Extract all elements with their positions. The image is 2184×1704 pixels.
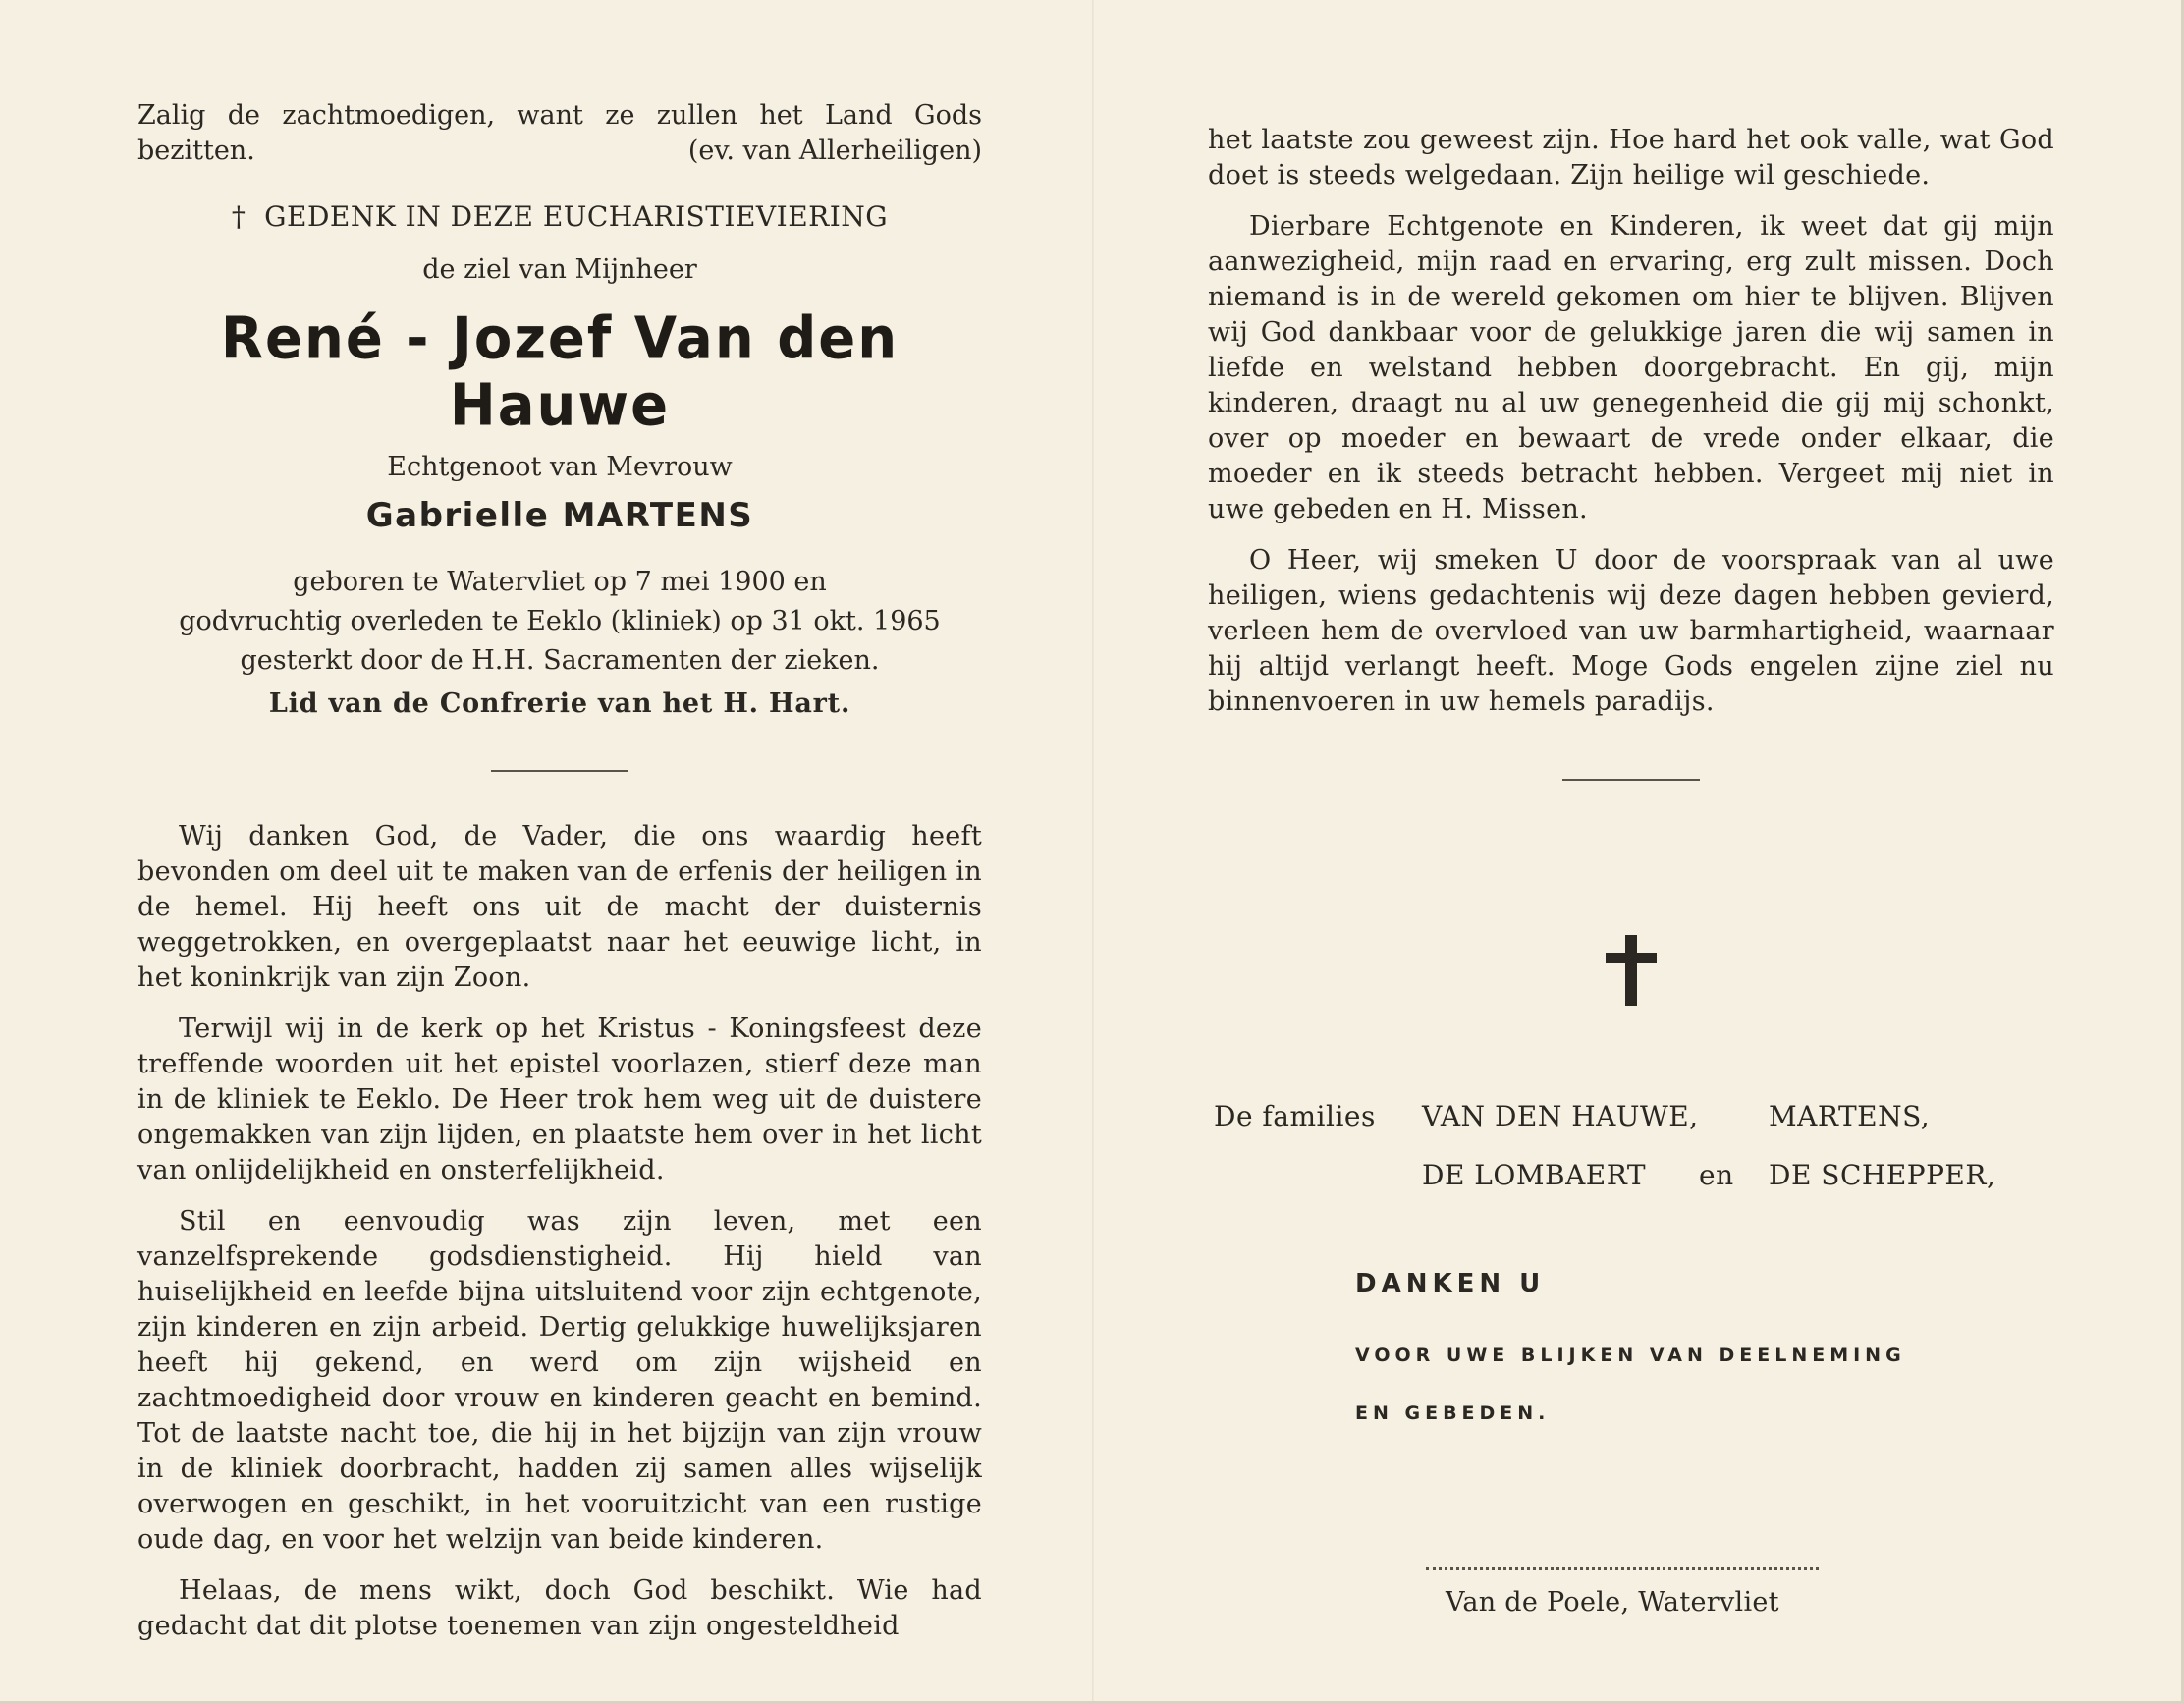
family-name: VAN DEN HAUWE,	[1422, 1100, 1699, 1132]
family-and: en	[1699, 1159, 1734, 1191]
paragraph: Terwijl wij in de kerk op het Kristus - Koningsfeest deze treffende woorden uit het epistel voorlazen, stierf deze man in de kliniek te Eeklo. De Heer trok hem weg uit de duistere ongemakken van zijn lijden, en plaatste hem over in het licht van onlijdelijkheid en onsterfelijkheid.	[137, 1014, 982, 1185]
gedenk-heading	[137, 200, 982, 233]
cross-glyph-icon: †	[231, 200, 246, 233]
spouse-name: Gabrielle MARTENS	[365, 496, 754, 535]
soul-of-text: de ziel van Mijnheer	[422, 254, 697, 285]
paragraph: Dierbare Echtgenote en Kinderen, ik weet dat gij mijn aanwezigheid, mijn raad en ervaring, erg zult missen. Doch niemand is in de wereld gekomen om hier te blijven. Blijven wij God dankbaar voor de gelukkige jaren die wij samen in liefde en welstand hebben doorgebracht. En gij, mijn kinderen, draagt nu al uw genegenheid die gij mij schonkt, over op moeder en bewaart de vrede onder elkaar, die moeder en ik steeds betracht hebben. Vergeet mij niet in uwe gebeden en H. Missen.	[1208, 211, 2054, 524]
gedenk-text: GEDENK IN DEZE EUCHARISTIEVIERING	[264, 200, 889, 233]
thanks-line: VOOR UWE BLIJKEN VAN DEELNEMING	[1355, 1345, 1906, 1366]
paragraph: Helaas, de mens wikt, doch God beschikt. Wie had gedacht dat dit plotse toenemen van zijn ongesteldheid	[137, 1575, 982, 1641]
families-row-1	[1214, 1100, 2058, 1159]
dotted-rule	[1426, 1567, 1819, 1570]
died-line: godvruchtig overleden te Eeklo (kliniek) op 31 okt. 1965	[179, 606, 941, 636]
paragraph: Stil en eenvoudig was zijn leven, met een vanzelfsprekende godsdienstigheid. Hij hield van huiselijkheid en leefde bijna uitsluitend voor zijn echtgenote, zijn kinderen en zijn arbeid. Dertig gelukkige huwelijksjaren heeft hij gekend, en werd om zijn wijsheid en zachtmoedigheid door vrouw en kinderen geacht en bemind. Tot de laatste nacht toe, die hij in het bijzijn van zijn vrouw in de kliniek doorbracht, hadden zij samen alles wijselijk overwogen en geschikt, in het vooruitzicht van een rustige oude dag, en voor het welzijn van beide kinderen.	[137, 1206, 982, 1555]
printer-credit: Van de Poele, Watervliet	[1446, 1587, 1779, 1618]
deceased-name: René - Jozef Van den Hauwe	[220, 304, 900, 440]
families-label: De families	[1214, 1100, 1376, 1132]
birth-death-details	[137, 563, 982, 681]
divider	[1562, 779, 1700, 781]
family-name: DE LOMBAERT	[1422, 1159, 1647, 1191]
left-page	[137, 98, 982, 1660]
confraternity-membership: Lid van de Confrerie van het H. Hart.	[268, 688, 851, 719]
thanks-heading: DANKEN U	[1355, 1269, 1546, 1298]
paragraph: het laatste zou geweest zijn. Hoe hard het ook valle, wat God doet is steeds welgedaan. Zijn heilige wil geschiede.	[1208, 125, 2054, 191]
families-block	[1214, 1100, 2058, 1218]
family-name: MARTENS,	[1769, 1100, 1931, 1132]
epigraph-text: Zalig de zachtmoedigen, want ze zullen het Land Gods bezitten.	[137, 100, 982, 166]
thanks-line: EN GEBEDEN.	[1355, 1402, 1551, 1424]
sacraments-line: gesterkt door de H.H. Sacramenten der zieken.	[240, 645, 880, 676]
spouse-intro: Echtgenoot van Mevrouw	[387, 452, 733, 482]
epigraph-reference: (ev. van Allerheiligen)	[687, 136, 982, 166]
epigraph	[137, 98, 982, 169]
born-line: geboren te Watervliet op 7 mei 1900 en	[293, 567, 827, 597]
cross-icon	[1606, 935, 1657, 1006]
divider	[491, 770, 628, 772]
card-fold	[1092, 0, 1094, 1701]
paragraph: O Heer, wij smeken U door de voorspraak van al uwe heiligen, wiens gedachtenis wij deze dagen hebben gevierd, verleen hem de overvloed van uw barmhartigheid, waarnaar hij altijd verlangt heeft. Moge Gods engelen zijne ziel nu binnenvoeren in uw hemels paradijs.	[1208, 545, 2054, 717]
family-name: DE SCHEPPER,	[1769, 1159, 1996, 1191]
right-page	[1208, 123, 2054, 781]
families-row-2	[1214, 1159, 2058, 1218]
paragraph: Wij danken God, de Vader, die ons waardig heeft bevonden om deel uit te maken van de erfenis der heiligen in de hemel. Hij heeft ons uit de macht der duisternis weggetrokken, en overgeplaatst naar het eeuwige licht, in het koninkrijk van zijn Zoon.	[137, 821, 982, 993]
